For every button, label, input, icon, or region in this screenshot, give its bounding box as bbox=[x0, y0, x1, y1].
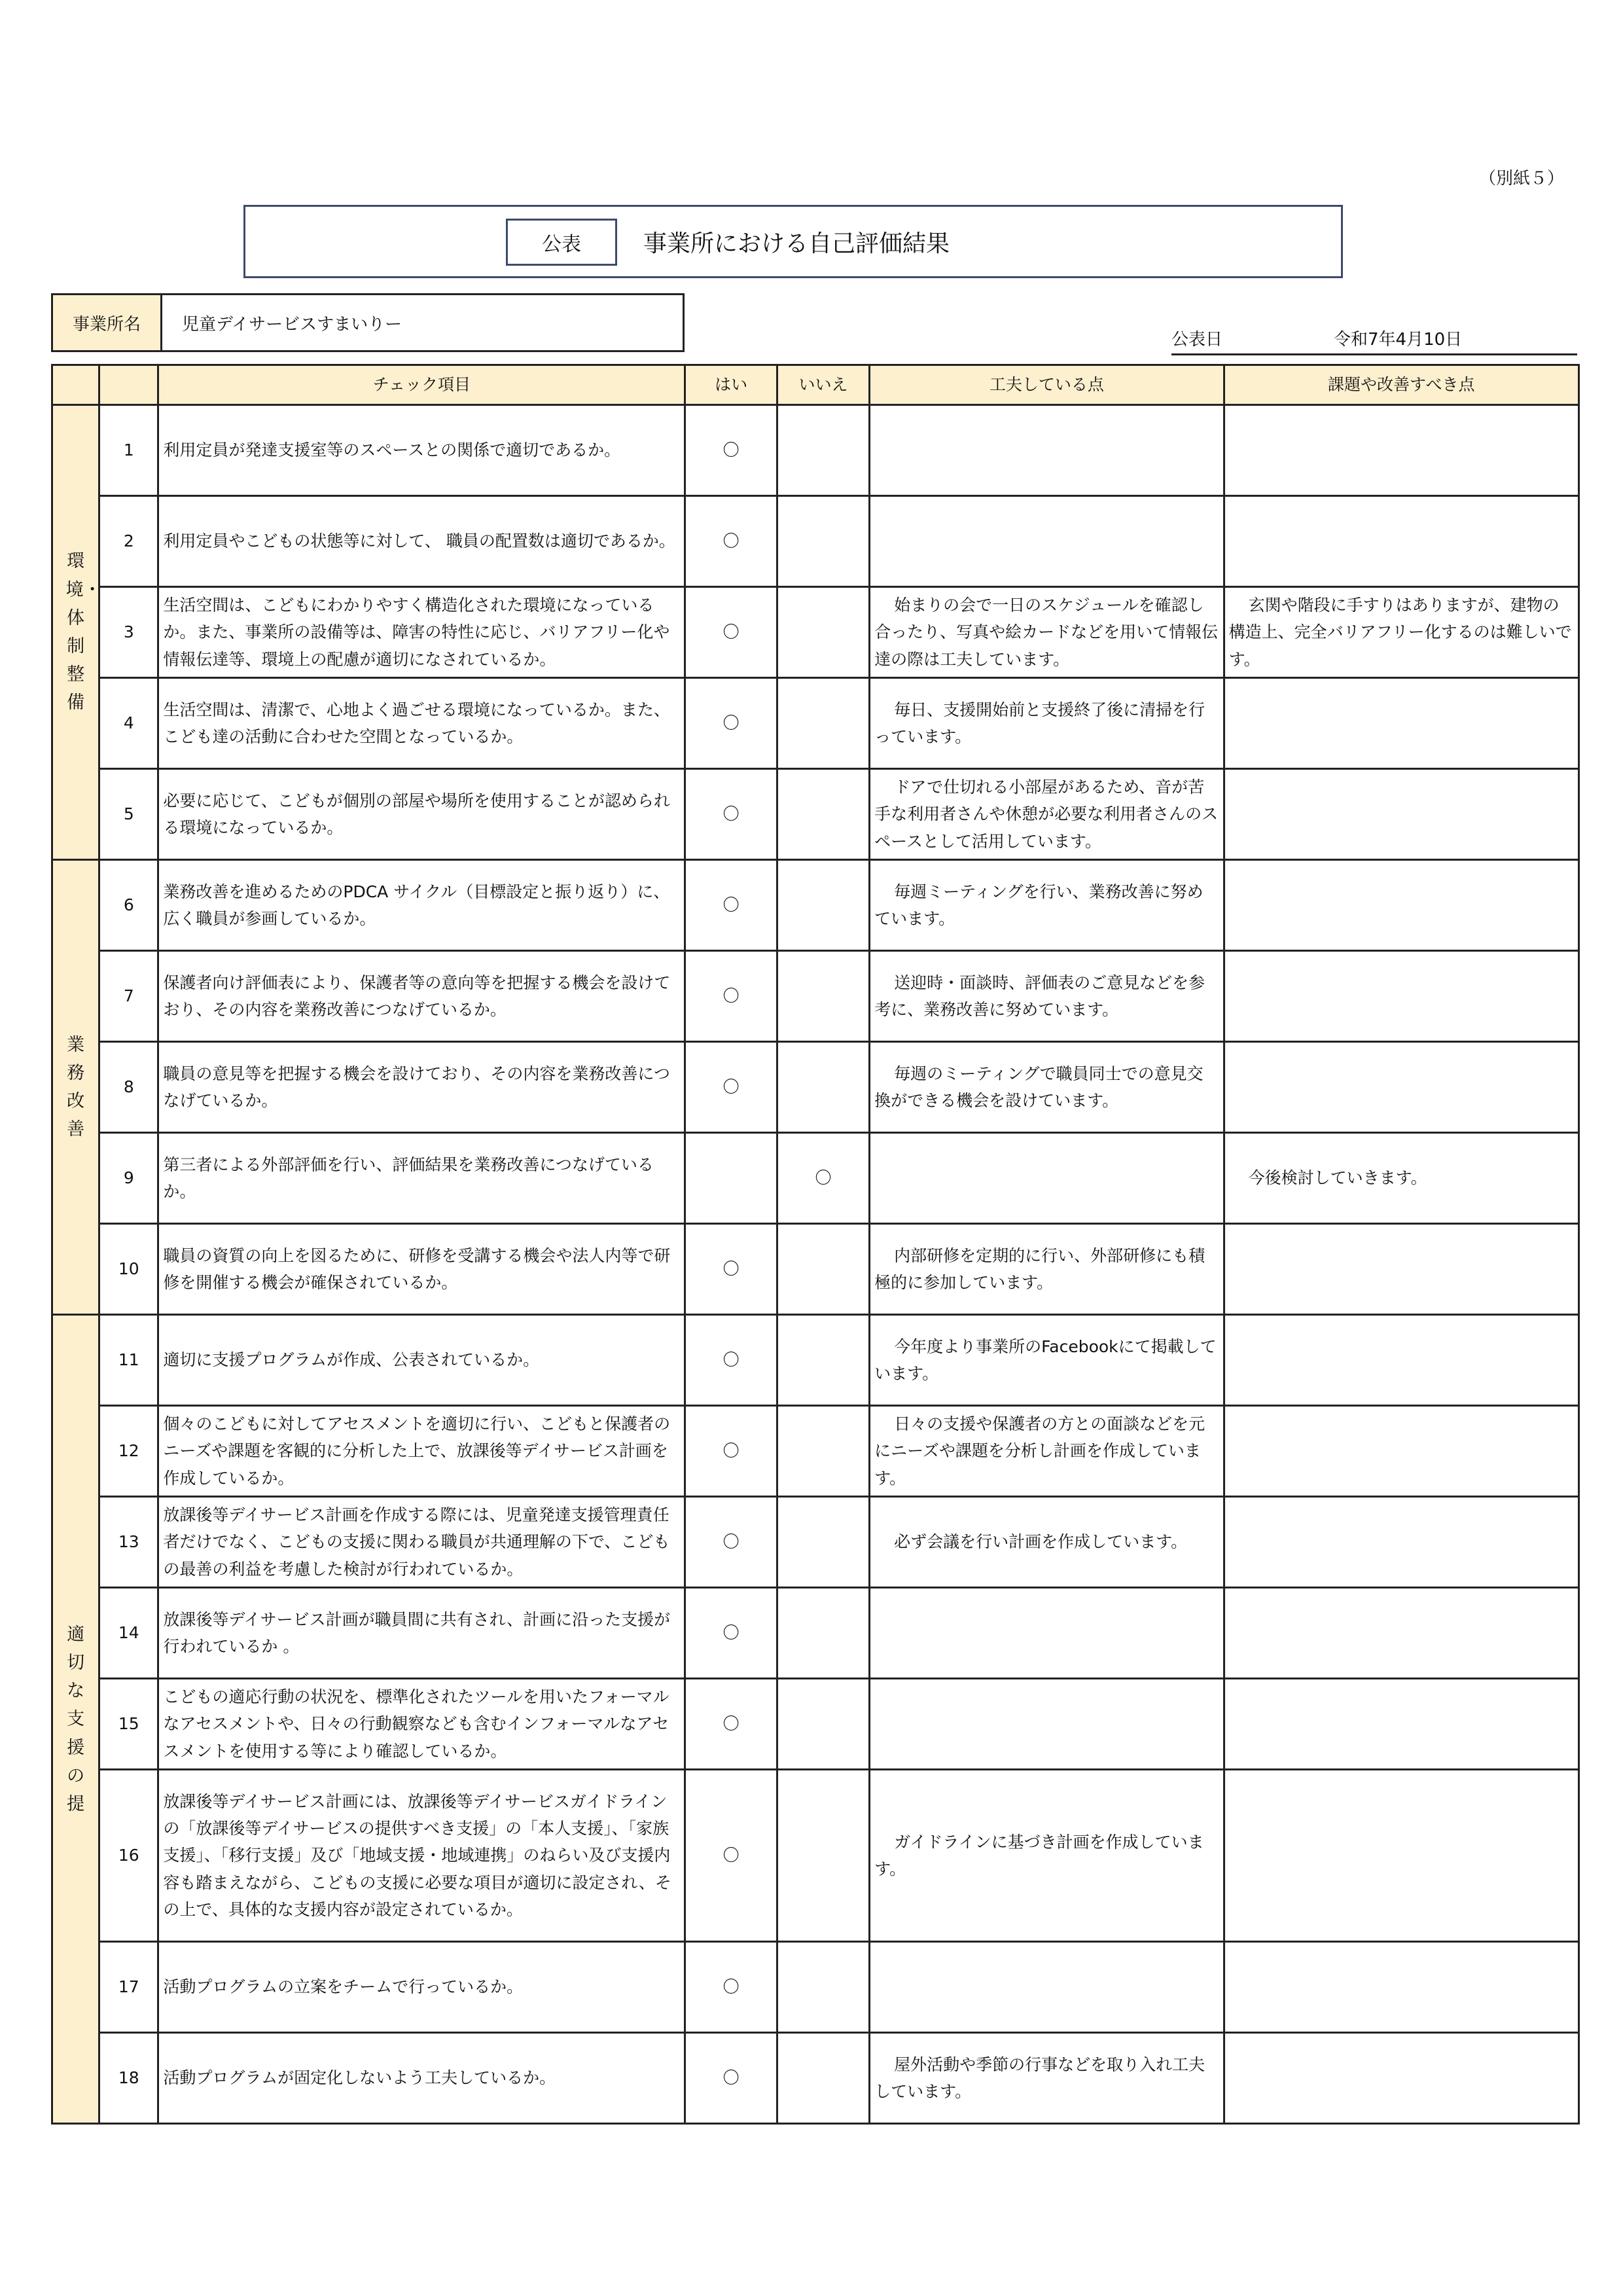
row-number: 15 bbox=[99, 1679, 158, 1770]
row-number: 10 bbox=[99, 1224, 158, 1315]
check-item: 職員の意見等を把握する機会を設けており、その内容を業務改善につなげているか。 bbox=[158, 1042, 685, 1133]
issues-note: 玄関や階段に手すりはありますが、建物の構造上、完全バリアフリー化するのは難しいです。 bbox=[1224, 587, 1578, 678]
ingenuity-note bbox=[870, 1679, 1224, 1770]
ingenuity-note bbox=[870, 1588, 1224, 1679]
issues-note bbox=[1224, 1406, 1578, 1497]
table-row bbox=[52, 1588, 1579, 1679]
row-number: 16 bbox=[99, 1770, 158, 1942]
ingenuity-note: ドアで仕切れる小部屋があるため、音が苦手な利用者さんや休憩が必要な利用者さんのスペースとして活用しています。 bbox=[870, 769, 1224, 860]
ingenuity-note bbox=[870, 405, 1224, 496]
yes-mark: 〇 bbox=[685, 951, 777, 1042]
row-number: 12 bbox=[99, 1406, 158, 1497]
no-mark bbox=[777, 1588, 869, 1679]
row-number: 3 bbox=[99, 587, 158, 678]
issues-note bbox=[1224, 1942, 1578, 2033]
issues-note bbox=[1224, 1042, 1578, 1133]
row-number: 14 bbox=[99, 1588, 158, 1679]
issues-note bbox=[1224, 1497, 1578, 1588]
publish-date-label: 公表日 bbox=[1171, 330, 1223, 350]
page-title: 事業所における自己評価結果 bbox=[643, 230, 950, 257]
no-mark bbox=[777, 587, 869, 678]
table-row bbox=[52, 1497, 1579, 1588]
self-evaluation-table bbox=[51, 364, 1580, 2125]
check-item: 保護者向け評価表により、保護者等の意向等を把握する機会を設けており、その内容を業務改善につなげているか。 bbox=[158, 951, 685, 1042]
no-mark bbox=[777, 1042, 869, 1133]
issues-note bbox=[1224, 405, 1578, 496]
yes-mark: 〇 bbox=[685, 1497, 777, 1588]
office-name-box bbox=[51, 293, 685, 352]
table-row bbox=[52, 769, 1579, 860]
no-mark bbox=[777, 1315, 869, 1406]
no-mark bbox=[777, 769, 869, 860]
no-mark bbox=[777, 1770, 869, 1942]
table-row bbox=[52, 951, 1579, 1042]
issues-note bbox=[1224, 1679, 1578, 1770]
header-no: いいえ bbox=[777, 365, 869, 405]
yes-mark: 〇 bbox=[685, 1406, 777, 1497]
category-label: 環境・体制整備 bbox=[65, 551, 101, 713]
no-mark bbox=[777, 1679, 869, 1770]
table-row bbox=[52, 496, 1579, 587]
ingenuity-note: 始まりの会で一日のスケジュールを確認し合ったり、写真や絵カードなどを用いて情報伝達の際は工夫しています。 bbox=[870, 587, 1224, 678]
table-row bbox=[52, 1042, 1579, 1133]
office-name-label: 事業所名 bbox=[53, 295, 162, 350]
category-environment bbox=[52, 405, 99, 860]
yes-mark: 〇 bbox=[685, 1588, 777, 1679]
table-row bbox=[52, 678, 1579, 769]
attachment-label: （別紙５） bbox=[1479, 169, 1565, 188]
issues-note bbox=[1224, 769, 1578, 860]
yes-mark: 〇 bbox=[685, 587, 777, 678]
check-item: 活動プログラムが固定化しないよう工夫しているか。 bbox=[158, 2033, 685, 2124]
no-mark bbox=[777, 1497, 869, 1588]
check-item: 個々のこどもに対してアセスメントを適切に行い、こどもと保護者のニーズや課題を客観的に分析した上で、放課後等デイサービス計画を作成しているか。 bbox=[158, 1406, 685, 1497]
ingenuity-note bbox=[870, 1133, 1224, 1224]
yes-mark: 〇 bbox=[685, 405, 777, 496]
yes-mark: 〇 bbox=[685, 769, 777, 860]
table-row bbox=[52, 1133, 1579, 1224]
ingenuity-note: 毎週のミーティングで職員同士での意見交換ができる機会を設けています。 bbox=[870, 1042, 1224, 1133]
ingenuity-note bbox=[870, 1942, 1224, 2033]
no-mark bbox=[777, 1224, 869, 1315]
row-number: 8 bbox=[99, 1042, 158, 1133]
row-number: 7 bbox=[99, 951, 158, 1042]
header-check-item: チェック項目 bbox=[158, 365, 685, 405]
no-mark bbox=[777, 496, 869, 587]
publication-badge: 公表 bbox=[506, 219, 617, 266]
no-mark bbox=[777, 405, 869, 496]
table-row bbox=[52, 860, 1579, 951]
check-item: 生活空間は、こどもにわかりやすく構造化された環境になっているか。また、事業所の設備等は、障害の特性に応じ、バリアフリー化や情報伝達等、環境上の配慮が適切になされているか。 bbox=[158, 587, 685, 678]
row-number: 11 bbox=[99, 1315, 158, 1406]
issues-note bbox=[1224, 496, 1578, 587]
no-mark bbox=[777, 678, 869, 769]
table-row bbox=[52, 405, 1579, 496]
issues-note bbox=[1224, 860, 1578, 951]
issues-note bbox=[1224, 2033, 1578, 2124]
yes-mark: 〇 bbox=[685, 1679, 777, 1770]
row-number: 5 bbox=[99, 769, 158, 860]
category-business bbox=[52, 860, 99, 1315]
yes-mark: 〇 bbox=[685, 1942, 777, 2033]
table-row bbox=[52, 1942, 1579, 2033]
check-item: 業務改善を進めるためのPDCA サイクル（目標設定と振り返り）に、広く職員が参画しているか。 bbox=[158, 860, 685, 951]
yes-mark: 〇 bbox=[685, 1224, 777, 1315]
check-item: 活動プログラムの立案をチームで行っているか。 bbox=[158, 1942, 685, 2033]
ingenuity-note: 必ず会議を行い計画を作成しています。 bbox=[870, 1497, 1224, 1588]
issues-note bbox=[1224, 1224, 1578, 1315]
table-header-row bbox=[52, 365, 1579, 405]
yes-mark: 〇 bbox=[685, 860, 777, 951]
ingenuity-note: 毎日、支援開始前と支援終了後に清掃を行っています。 bbox=[870, 678, 1224, 769]
title-box bbox=[243, 205, 1343, 278]
yes-mark: 〇 bbox=[685, 1770, 777, 1942]
ingenuity-note bbox=[870, 496, 1224, 587]
ingenuity-note: 内部研修を定期的に行い、外部研修にも積極的に参加しています。 bbox=[870, 1224, 1224, 1315]
no-mark: 〇 bbox=[777, 1133, 869, 1224]
ingenuity-note: 今年度より事業所のFacebookにて掲載しています。 bbox=[870, 1315, 1224, 1406]
yes-mark: 〇 bbox=[685, 1315, 777, 1406]
publish-date-line bbox=[1171, 322, 1577, 355]
row-number: 6 bbox=[99, 860, 158, 951]
row-number: 13 bbox=[99, 1497, 158, 1588]
check-item: 職員の資質の向上を図るために、研修を受講する機会や法人内等で研修を開催する機会が確保されているか。 bbox=[158, 1224, 685, 1315]
header-category bbox=[52, 365, 99, 405]
check-item: こどもの適応行動の状況を、標準化されたツールを用いたフォーマルなアセスメントや、日々の行動観察なども含むインフォーマルなアセスメントを使用する等により確認しているか。 bbox=[158, 1679, 685, 1770]
table-row bbox=[52, 1315, 1579, 1406]
no-mark bbox=[777, 2033, 869, 2124]
row-number: 2 bbox=[99, 496, 158, 587]
header-ingenuity: 工夫している点 bbox=[870, 365, 1224, 405]
table-row bbox=[52, 1406, 1579, 1497]
no-mark bbox=[777, 1406, 869, 1497]
yes-mark bbox=[685, 1133, 777, 1224]
check-item: 放課後等デイサービス計画が職員間に共有され、計画に沿った支援が行われているか 。 bbox=[158, 1588, 685, 1679]
category-label: 業務改善 bbox=[67, 1034, 85, 1140]
table-row bbox=[52, 587, 1579, 678]
check-item: 放課後等デイサービス計画を作成する際には、児童発達支援管理責任者だけでなく、こどもの支援に関わる職員が共通理解の下で、こどもの最善の利益を考慮した検討が行われているか。 bbox=[158, 1497, 685, 1588]
table-row bbox=[52, 1770, 1579, 1942]
table-row bbox=[52, 1679, 1579, 1770]
check-item: 利用定員やこどもの状態等に対して、 職員の配置数は適切であるか。 bbox=[158, 496, 685, 587]
yes-mark: 〇 bbox=[685, 678, 777, 769]
header-number bbox=[99, 365, 158, 405]
category-support bbox=[52, 1315, 99, 2124]
issues-note: 今後検討していきます。 bbox=[1224, 1133, 1578, 1224]
yes-mark: 〇 bbox=[685, 496, 777, 587]
check-item: 第三者による外部評価を行い、評価結果を業務改善につなげているか。 bbox=[158, 1133, 685, 1224]
check-item: 適切に支援プログラムが作成、公表されているか。 bbox=[158, 1315, 685, 1406]
check-item: 利用定員が発達支援室等のスペースとの関係で適切であるか。 bbox=[158, 405, 685, 496]
row-number: 17 bbox=[99, 1942, 158, 2033]
publish-date-value: 令和7年4月10日 bbox=[1334, 330, 1463, 350]
row-number: 9 bbox=[99, 1133, 158, 1224]
issues-note bbox=[1224, 951, 1578, 1042]
no-mark bbox=[777, 1942, 869, 2033]
row-number: 4 bbox=[99, 678, 158, 769]
check-item: 生活空間は、清潔で、心地よく過ごせる環境になっているか。また、こども達の活動に合わせた空間となっているか。 bbox=[158, 678, 685, 769]
header-issues: 課題や改善すべき点 bbox=[1224, 365, 1578, 405]
check-item: 放課後等デイサービス計画には、放課後等デイサービスガイドラインの「放課後等デイサービスの提供すべき支援」の「本人支援」、「家族支援」、「移行支援」及び「地域支援・地域連携」のねらい及び支援内容も踏まえながら、こどもの支援に必要な項目が適切に設定され、その上で、具体的な支援内容が設定されているか。 bbox=[158, 1770, 685, 1942]
category-label: 適切な支援の提 bbox=[67, 1624, 85, 1814]
row-number: 1 bbox=[99, 405, 158, 496]
yes-mark: 〇 bbox=[685, 2033, 777, 2124]
table-row bbox=[52, 1224, 1579, 1315]
issues-note bbox=[1224, 1315, 1578, 1406]
yes-mark: 〇 bbox=[685, 1042, 777, 1133]
header-yes: はい bbox=[685, 365, 777, 405]
issues-note bbox=[1224, 1770, 1578, 1942]
issues-note bbox=[1224, 1588, 1578, 1679]
issues-note bbox=[1224, 678, 1578, 769]
no-mark bbox=[777, 860, 869, 951]
ingenuity-note: 送迎時・面談時、評価表のご意見などを参考に、業務改善に努めています。 bbox=[870, 951, 1224, 1042]
ingenuity-note: 毎週ミーティングを行い、業務改善に努めています。 bbox=[870, 860, 1224, 951]
check-item: 必要に応じて、こどもが個別の部屋や場所を使用することが認められる環境になっているか。 bbox=[158, 769, 685, 860]
ingenuity-note: ガイドラインに基づき計画を作成しています。 bbox=[870, 1770, 1224, 1942]
office-name-value: 児童デイサービスすまいりー bbox=[182, 314, 402, 334]
table-row bbox=[52, 2033, 1579, 2124]
row-number: 18 bbox=[99, 2033, 158, 2124]
ingenuity-note: 屋外活動や季節の行事などを取り入れ工夫しています。 bbox=[870, 2033, 1224, 2124]
ingenuity-note: 日々の支援や保護者の方との面談などを元にニーズや課題を分析し計画を作成しています。 bbox=[870, 1406, 1224, 1497]
no-mark bbox=[777, 951, 869, 1042]
